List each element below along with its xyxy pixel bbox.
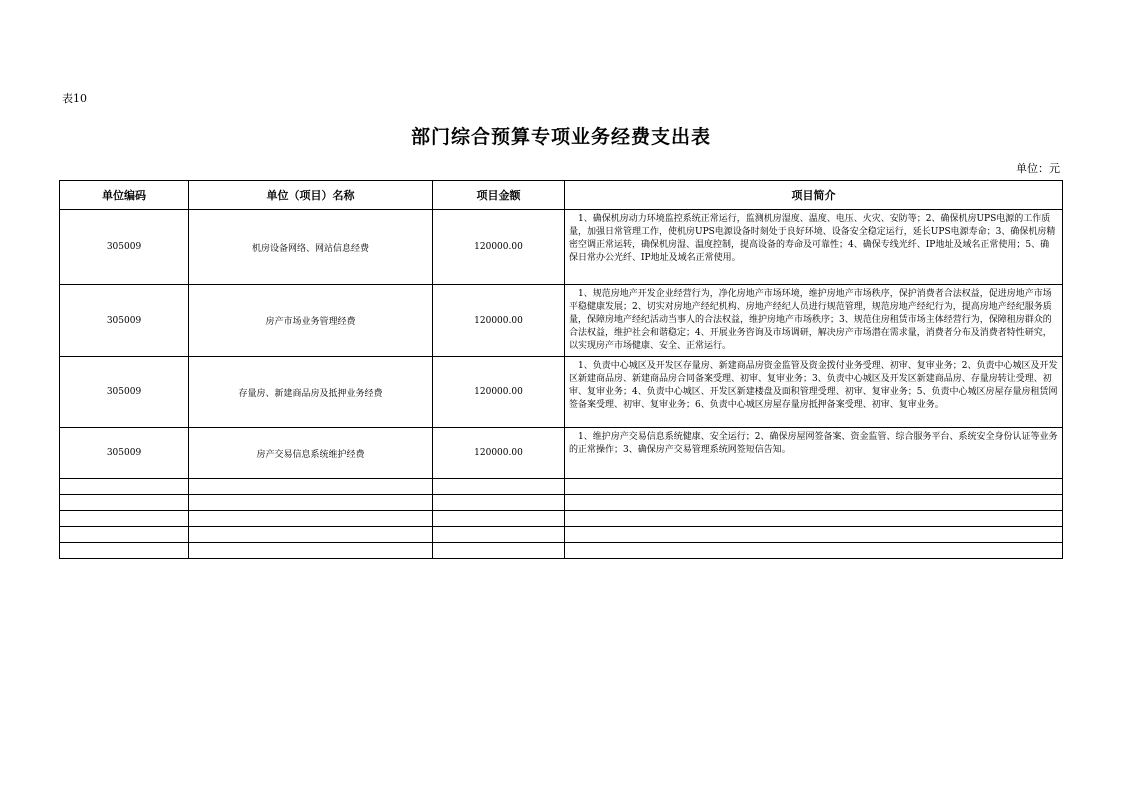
empty-cell xyxy=(60,527,189,543)
page-title: 部门综合预算专项业务经费支出表 xyxy=(410,126,711,148)
table-row xyxy=(60,357,1063,428)
empty-cell xyxy=(60,543,189,559)
cell-amount: 120000.00 xyxy=(433,285,565,357)
budget-table xyxy=(59,180,1063,559)
cell-code: 305009 xyxy=(60,357,189,428)
cell-amount: 120000.00 xyxy=(433,357,565,428)
empty-cell xyxy=(565,543,1063,559)
empty-cell xyxy=(433,543,565,559)
empty-cell xyxy=(189,543,433,559)
column-header-code: 单位编码 xyxy=(60,181,189,210)
cell-code: 305009 xyxy=(60,428,189,479)
cell-name: 存量房、新建商品房及抵押业务经费 xyxy=(189,357,433,428)
empty-cell xyxy=(565,527,1063,543)
empty-cell xyxy=(189,479,433,495)
cell-description: 1、确保机房动力环境监控系统正常运行，监测机房湿度、温度、电压、火灾、安防等；2、确保机房UPS电源的工作质量，加强日常管理工作，使机房UPS电源设备时刻处于良好环境、设备安全稳定运行，延长UPS电源寿命；3、确保机房精密空调正常运转，确保机房湿、温度控制，提高设备的寿命及可靠性；4、确保专线光纤、IP地址及域名正常使用；5、确保日常办公光纤、IP地址及域名正常使用。 xyxy=(565,210,1063,285)
column-header-name: 单位（项目）名称 xyxy=(189,181,433,210)
empty-cell xyxy=(60,479,189,495)
cell-description: 1、规范房地产开发企业经营行为，净化房地产市场环境，维护房地产市场秩序，保护消费者合法权益，促进房地产市场平稳健康发展；2、切实对房地产经纪机构、房地产经纪人员进行规范管理，规范房地产经纪行为，提高房地产经纪服务质量，保障房地产经纪活动当事人的合法权益，维护房地产市场秩序；3、规范住房租赁市场主体经营行为，保障租房群众的合法权益，维护社会和谐稳定；4、开展业务咨询及市场调研，解决房产市场潜在需求量，消费者分布及消费者特性研究，以实现房产市场健康、安全、正常运行。 xyxy=(565,285,1063,357)
empty-row xyxy=(60,495,1063,511)
empty-row xyxy=(60,527,1063,543)
cell-amount: 120000.00 xyxy=(433,210,565,285)
table-header-row xyxy=(60,181,1063,210)
empty-cell xyxy=(60,511,189,527)
table-number: 表10 xyxy=(62,92,87,105)
empty-cell xyxy=(189,527,433,543)
empty-row xyxy=(60,543,1063,559)
cell-code: 305009 xyxy=(60,285,189,357)
empty-row xyxy=(60,511,1063,527)
empty-cell xyxy=(433,511,565,527)
empty-cell xyxy=(565,479,1063,495)
empty-row xyxy=(60,479,1063,495)
cell-name: 机房设备网络、网站信息经费 xyxy=(189,210,433,285)
cell-amount: 120000.00 xyxy=(433,428,565,479)
cell-code: 305009 xyxy=(60,210,189,285)
empty-cell xyxy=(433,527,565,543)
column-header-amount: 项目金额 xyxy=(433,181,565,210)
table-row xyxy=(60,428,1063,479)
unit-label: 单位：元 xyxy=(1016,162,1060,175)
empty-cell xyxy=(565,495,1063,511)
column-header-description: 项目简介 xyxy=(565,181,1063,210)
cell-name: 房产交易信息系统维护经费 xyxy=(189,428,433,479)
cell-description: 1、负责中心城区及开发区存量房、新建商品房资金监管及资金拨付业务受理、初审、复审业务；2、负责中心城区及开发区新建商品房、新建商品房合同备案受理、初审、复审业务；3、负责中心城区及开发区新建商品房、存量房转让受理、初审、复审业务；4、负责中心城区、开发区新建楼盘及面积管理受理、初审、复审业务；5、负责中心城区房屋存量房租赁网签备案受理、初审、复审业务；6、负责中心城区房屋存量房抵押备案受理、初审、复审业务。 xyxy=(565,357,1063,428)
empty-cell xyxy=(433,495,565,511)
table-row xyxy=(60,285,1063,357)
empty-cell xyxy=(189,511,433,527)
empty-cell xyxy=(565,511,1063,527)
cell-description: 1、维护房产交易信息系统健康、安全运行；2、确保房屋网签备案、资金监管、综合服务平台、系统安全身份认证等业务的正常操作；3、确保房产交易管理系统网签短信告知。 xyxy=(565,428,1063,479)
table-row xyxy=(60,210,1063,285)
empty-cell xyxy=(60,495,189,511)
empty-cell xyxy=(189,495,433,511)
cell-name: 房产市场业务管理经费 xyxy=(189,285,433,357)
empty-cell xyxy=(433,479,565,495)
